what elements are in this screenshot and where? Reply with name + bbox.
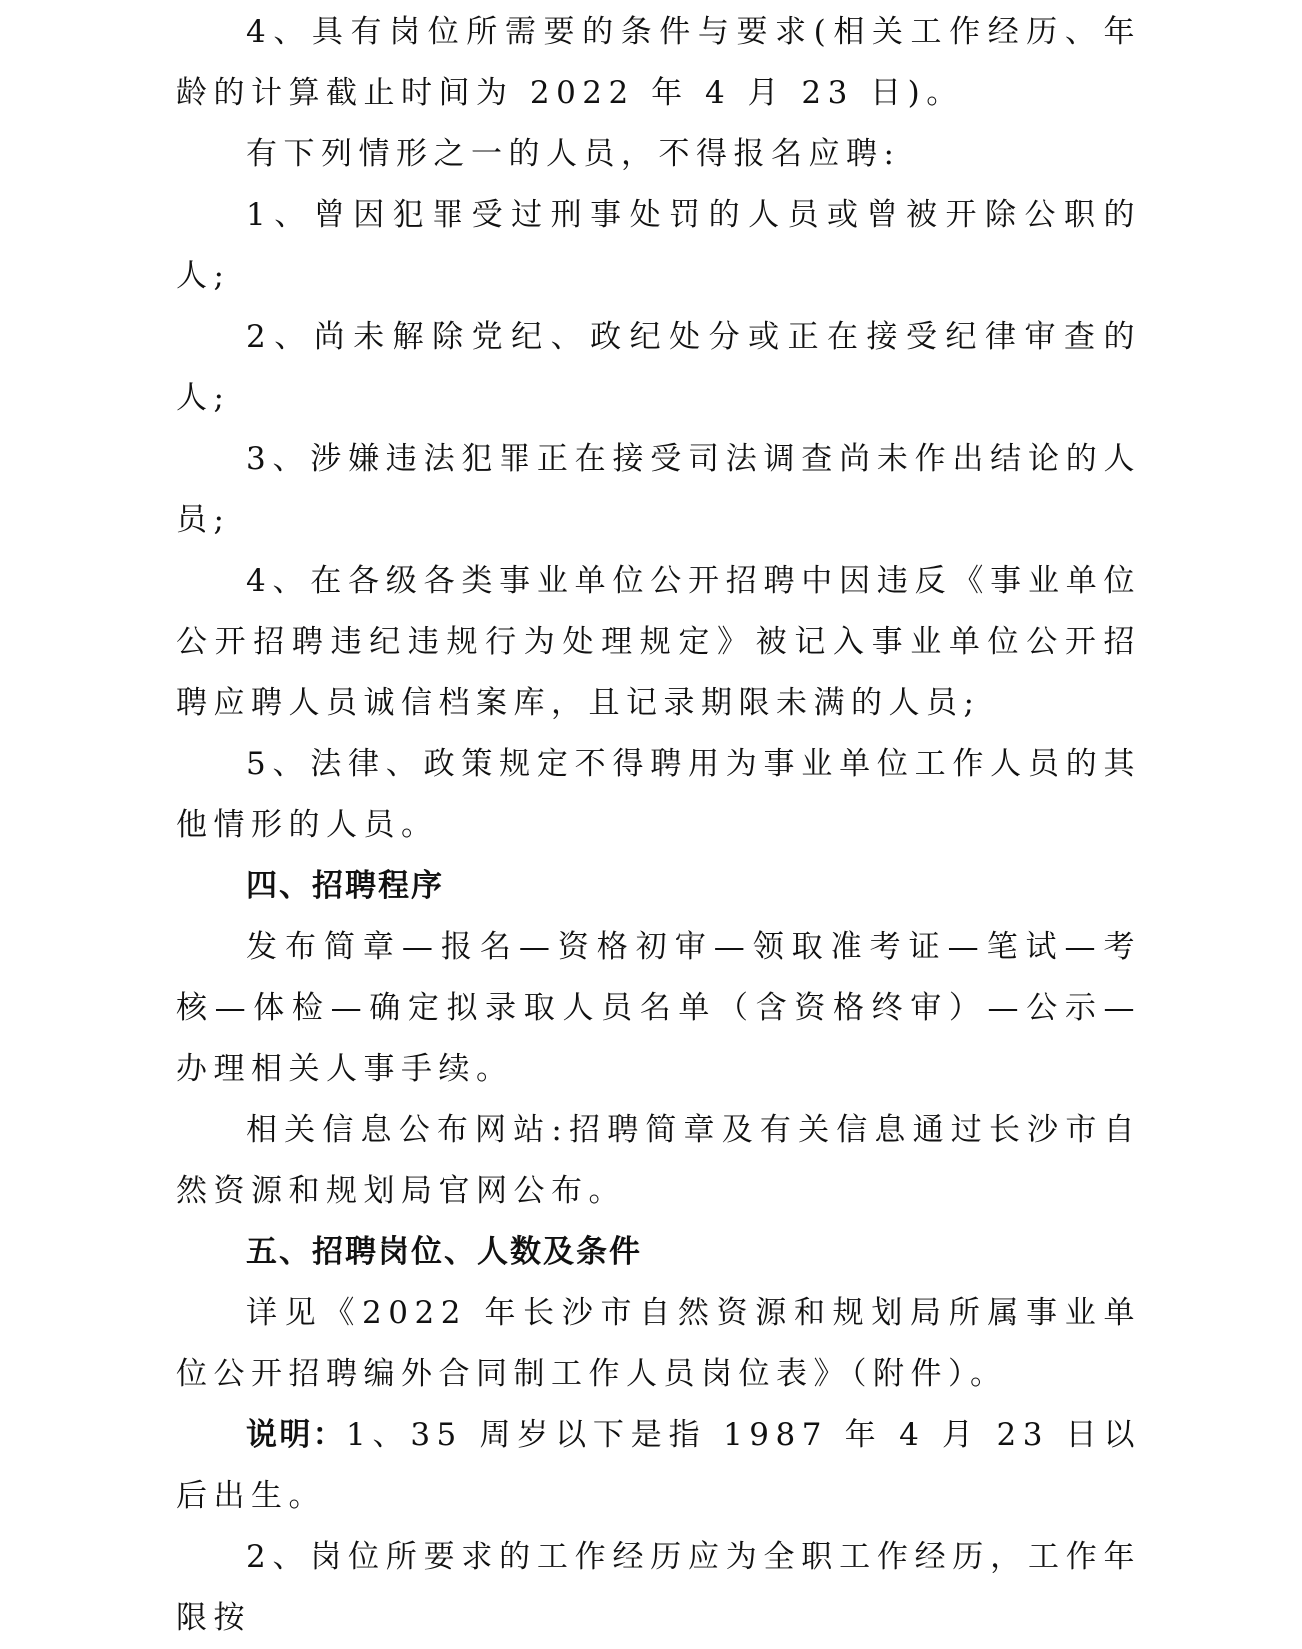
note-paragraph [176, 1405, 1141, 1527]
note-text: 1、35 周岁以下是指 1987 年 4 月 23 日以后出生。 [176, 1417, 1141, 1514]
exclusion-item-3: 3、涉嫌违法犯罪正在接受司法调查尚未作出结论的人员; [176, 441, 1141, 538]
note-label: 说明： [246, 1417, 346, 1453]
work-experience-note: 2、岗位所要求的工作经历应为全职工作经历，工作年限按 [176, 1539, 1141, 1636]
exclusion-intro: 有下列情形之一的人员，不得报名应聘: [246, 136, 901, 172]
info-website: 相关信息公布网站:招聘简章及有关信息通过长沙市自然资源和规划局官网公布。 [176, 1112, 1141, 1209]
section-heading-procedure: 四、招聘程序 [246, 868, 444, 904]
exclusion-item-4: 4、在各级各类事业单位公开招聘中因违反《事业单位公开招聘违纪违规行为处理规定》被记入事业单位公开招聘应聘人员诚信档案库，且记录期限未满的人员; [176, 563, 1141, 721]
exclusion-item-5: 5、法律、政策规定不得聘用为事业单位工作人员的其他情形的人员。 [176, 746, 1141, 843]
exclusion-item-1: 1、曾因犯罪受过刑事处罚的人员或曾被开除公职的人; [176, 197, 1141, 294]
document-body [176, 0, 1141, 1649]
procedure-steps: 发布简章—报名—资格初审—领取准考证—笔试—考核—体检—确定拟录取人员名单（含资格终审）—公示—办理相关人事手续。 [176, 929, 1141, 1087]
section-heading-positions: 五、招聘岗位、人数及条件 [246, 1234, 642, 1270]
exclusion-item-2: 2、尚未解除党纪、政纪处分或正在接受纪律审查的人; [176, 319, 1141, 416]
positions-reference: 详见《2022 年长沙市自然资源和规划局所属事业单位公开招聘编外合同制工作人员岗位表》（附件）。 [176, 1295, 1141, 1392]
requirement-item-4: 4、具有岗位所需要的条件与要求(相关工作经历、年龄的计算截止时间为 2022 年 4 月 23 日)。 [176, 14, 1141, 111]
